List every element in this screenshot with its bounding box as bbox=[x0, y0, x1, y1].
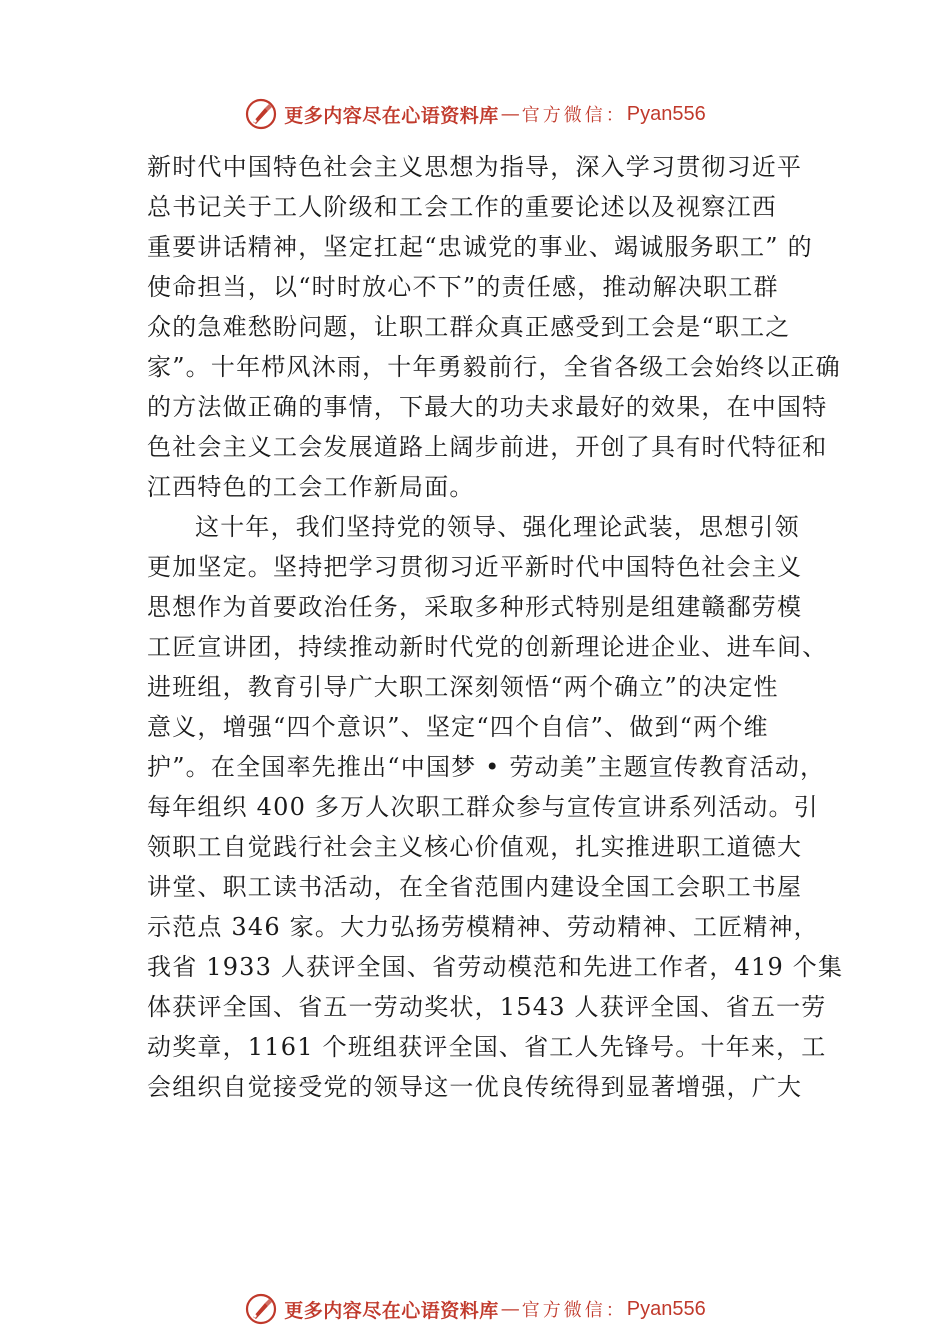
pen-nib-logo-icon bbox=[244, 1292, 278, 1326]
header-banner bbox=[0, 94, 950, 134]
text-line: 思想作为首要政治任务，采取多种形式特别是组建赣鄱劳模 bbox=[147, 593, 803, 621]
text-line: 色社会主义工会发展道路上阔步前进，开创了具有时代特征和 bbox=[147, 433, 828, 461]
text-line: 家”。十年栉风沐雨，十年勇毅前行，全省各级工会始终以正确 bbox=[147, 353, 841, 381]
pen-nib-logo-icon bbox=[244, 97, 278, 131]
banner-wechat-id: Pyan556 bbox=[626, 1297, 706, 1320]
text-line: 每年组织 400 多万人次职工群众参与宣传宣讲系列活动。引 bbox=[147, 793, 819, 821]
banner-wechat-id: Pyan556 bbox=[626, 102, 706, 125]
text-line: 重要讲话精神，坚定扛起“忠诚党的事业、竭诚服务职工” 的 bbox=[147, 233, 813, 261]
text-line: 意义，增强“四个意识”、坚定“四个自信”、做到“两个维 bbox=[147, 713, 769, 741]
document-body bbox=[147, 147, 844, 1107]
text-line: 工匠宣讲团，持续推动新时代党的创新理论进企业、进车间、 bbox=[147, 633, 828, 661]
paragraph-1 bbox=[147, 147, 841, 507]
text-line: 示范点 346 家。大力弘扬劳模精神、劳动精神、工匠精神， bbox=[147, 913, 819, 941]
text-line: 更加坚定。坚持把学习贯彻习近平新时代中国特色社会主义 bbox=[147, 553, 803, 581]
banner-main-text: 更多内容尽在心语资料库 bbox=[284, 104, 499, 127]
banner-official-label: 官方微信： bbox=[521, 105, 627, 126]
footer-banner bbox=[0, 1289, 950, 1329]
banner-main-text: 更多内容尽在心语资料库 bbox=[284, 1299, 499, 1322]
text-line: 的方法做正确的事情，下最大的功夫求最好的效果，在中国特 bbox=[147, 393, 828, 421]
text-line: 众的急难愁盼问题，让职工群众真正感受到工会是“职工之 bbox=[147, 313, 791, 341]
text-line: 领职工自觉践行社会主义核心价值观，扎实推进职工道德大 bbox=[147, 833, 803, 861]
text-line: 使命担当，以“时时放心不下”的责任感，推动解决职工群 bbox=[147, 273, 779, 301]
text-line: 动奖章，1161 个班组获评全国、省工人先锋号。十年来，工 bbox=[147, 1033, 827, 1061]
text-line: 体获评全国、省五一劳动奖状，1543 人获评全国、省五一劳 bbox=[147, 993, 827, 1021]
banner-dash: — bbox=[500, 103, 520, 125]
text-line: 我省 1933 人获评全国、省劳动模范和先进工作者，419 个集 bbox=[147, 953, 844, 981]
text-line: 新时代中国特色社会主义思想为指导，深入学习贯彻习近平 bbox=[147, 153, 803, 181]
text-line: 会组织自觉接受党的领导这一优良传统得到显著增强，广大 bbox=[147, 1073, 803, 1101]
text-line: 总书记关于工人阶级和工会工作的重要论述以及视察江西 bbox=[147, 193, 777, 221]
text-line: 护”。在全国率先推出“中国梦 • 劳动美”主题宣传教育活动， bbox=[147, 753, 826, 781]
text-line: 进班组，教育引导广大职工深刻领悟“两个确立”的决定性 bbox=[147, 673, 779, 701]
text-line: 江西特色的工会工作新局面。 bbox=[147, 473, 475, 501]
paragraph-2 bbox=[147, 507, 844, 1107]
text-line: 讲堂、职工读书活动，在全省范围内建设全国工会职工书屋 bbox=[147, 873, 803, 901]
text-line-first: 这十年，我们坚持党的领导、强化理论武装，思想引领 bbox=[195, 513, 800, 541]
banner-dash: — bbox=[500, 1298, 520, 1320]
banner-official-label: 官方微信： bbox=[521, 1300, 627, 1321]
